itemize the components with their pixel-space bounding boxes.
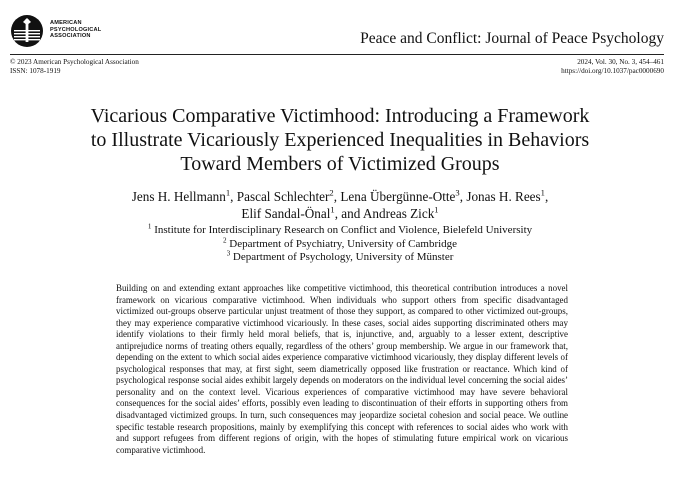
volume-text: 2024, Vol. 30, No. 3, 454–461: [577, 58, 664, 66]
affiliation-item: $^3$ Department of Psychology, University of Münster: [226, 249, 454, 263]
journal-header: [10, 10, 664, 56]
apa-logo-icon: [10, 14, 44, 48]
author-list: Jens H. Hellmann$^1$, Pascal Schlechter$^2$, Lena Übergünne-Otte$^3$, Jonas H. Rees$^1$, Elif Sandal-Önal$^1$, and Andreas Zick$^1$: [131, 187, 549, 221]
copyright-block: [10, 58, 139, 76]
author-name: Jens H. Hellmann: [131, 189, 226, 204]
abstract-text: Building on and extending extant approaches like competitive victimhood, this theoretical contribution introduces a novel framework on vicarious comparative victimhood. When individuals who support others from specific disadvantaged victimized out-groups observe particular unjust treatment of those they support, as compared to other victimized out-groups, they may experience comparative victimhood vicariously. In these cases, social aides supporting discriminated others may identify violations to their firmly held moral beliefs, that is, injunctive, and, arguably to a lesser extent, descriptive antiprejudice norms of treating others equally, regardless of the others’ group membership. We argue in our framework that, depending on the extent to which social aides experience comparative victimhood vicariously, they display different levels of psychological responses that may, at first sight, seem diametrically opposed like frustration or reactance. Which kind of psychological response social aides exhibit largely depends on moderators on the individual level concerning the social aides’ personality and on the context level. Vicarious experiences of comparative victimhood may have severe behavioral consequences for the social aides’ efforts, possibly even leading to discontinuation of their efforts in supporting others from disadvantaged victimized groups. In turn, such consequences may jeopardize societal cohesion and social peace. We outline specific testable research propositions, mainly by exemplifying this concept with references to social aides who work with and support refugees from different regions of origin, with the hopes of stimulating future empirical work on vicarious comparative victimhood.: [116, 283, 568, 455]
publisher-name: AMERICAN PSYCHOLOGICAL ASSOCIATION: [50, 20, 102, 40]
affiliation-list: [60, 224, 620, 265]
citation-block: [561, 58, 664, 76]
copyright-text: © 2023 American Psychological Association: [10, 58, 139, 66]
journal-title: Peace and Conflict: Journal of Peace Psychology: [360, 30, 664, 47]
author-name: Jonas H. Rees: [466, 189, 541, 204]
issn-text: ISSN: 1078-1919: [10, 67, 61, 75]
author-name: Elif Sandal-Önal: [241, 206, 331, 221]
affiliation-item: $^2$ Department of Psychiatry, University of Cambridge: [222, 235, 458, 250]
author-name: Pascal Schlechter: [236, 189, 330, 204]
header-divider: [10, 54, 664, 55]
author-name: Andreas Zick: [362, 206, 435, 221]
doi-link[interactable]: https://doi.org/10.1037/pac0000690: [561, 67, 664, 75]
author-name: Lena Übergünne-Otte: [340, 189, 456, 204]
article-title: Vicarious Comparative Victimhood: Introducing a Framework to Illustrate Vicariously Experienced Inequalities in Behaviors Toward Members of Victimized Groups: [90, 105, 590, 175]
affiliation-item: $^1$ Institute for Interdisciplinary Research on Conflict and Violence, Bielefeld University: [147, 222, 533, 236]
